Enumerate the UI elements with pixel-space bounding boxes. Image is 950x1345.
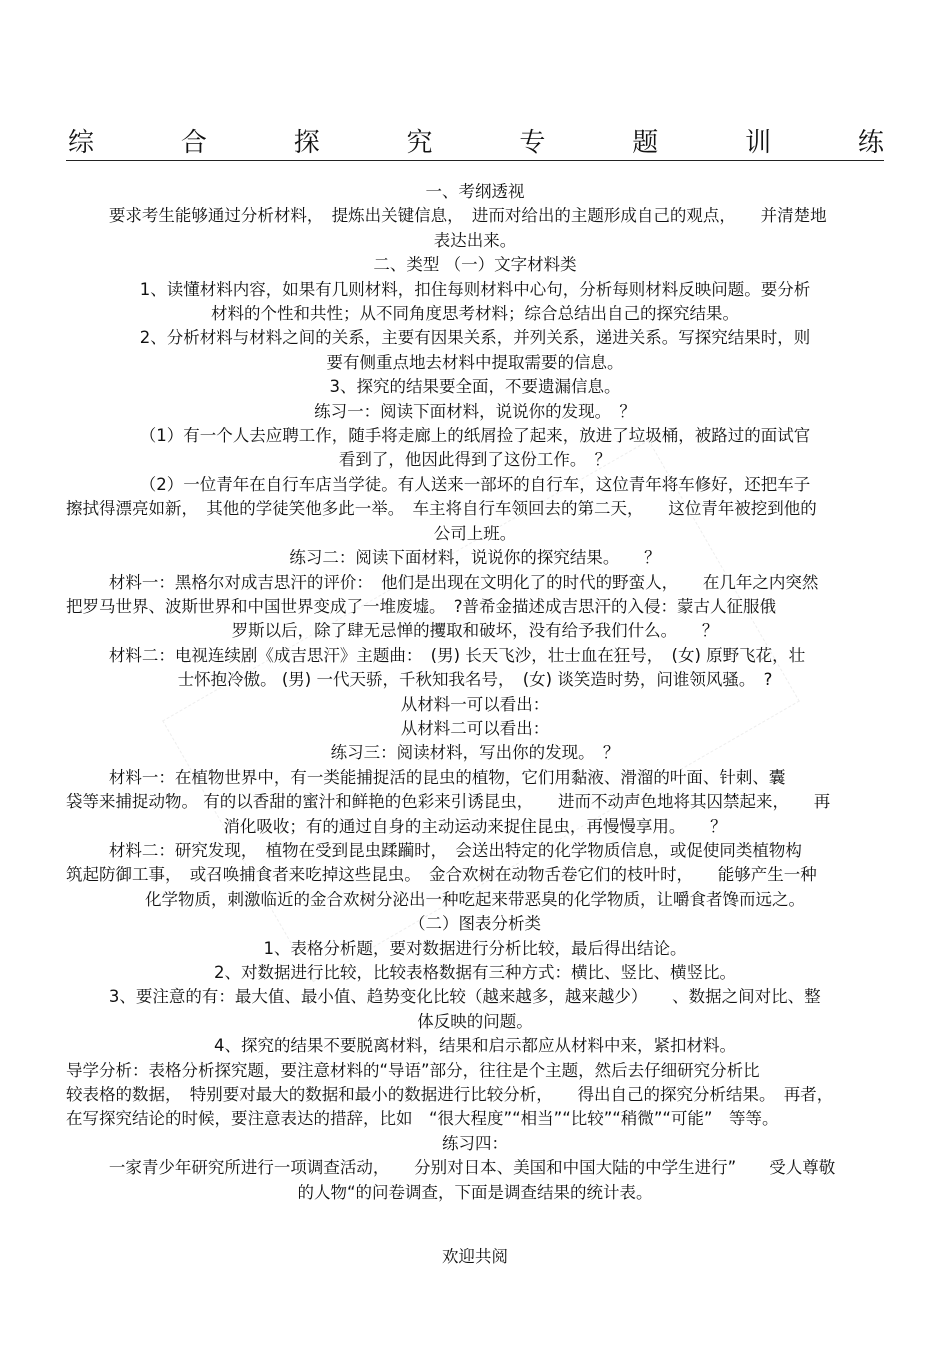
text-line: 化学物质，刺激临近的金合欢树分泌出一种吃起来带恶臭的化学物质，让嚼食者馋而远之。	[145, 889, 805, 909]
text-line: 罗斯以后，除了肆无忌惮的攫取和破坏，没有给予我们什么。 ？	[231, 621, 719, 641]
text-line: 一、考纲透视	[425, 182, 525, 201]
title-char: 专	[519, 128, 546, 158]
text-line: 体反映的问题。	[417, 1011, 533, 1031]
text-line: 练习一：阅读下面材料，说说你的发现。 ？	[314, 401, 636, 421]
title-underline	[66, 160, 884, 161]
text-line: （1）有一个人去应聘工作，随手将走廊上的纸屑捡了起来，放进了垃圾桶，被路过的面试官	[139, 426, 811, 446]
text-line: 擦拭得漂亮如新， 其他的学徒笑他多此一举。 车主将自行车领回去的第二天， 这位青年被挖到他的	[66, 499, 817, 519]
text-line: 材料的个性和共性；从不同角度思考材料；综合总结出自己的探究结果。	[211, 304, 739, 324]
page-title	[68, 122, 884, 159]
text-line: 把罗马世界、波斯世界和中国世界变成了一堆废墟。 ?普希金描述成吉思汗的入侵：蒙古人征服俄	[66, 596, 777, 616]
text-line: 要有侧重点地去材料中提取需要的信息。	[326, 352, 624, 372]
text-line: 2、分析材料与材料之间的关系，主要有因果关系，并列关系，递进关系。写探究结果时，则	[139, 328, 811, 348]
text-line: 袋等来捕捉动物。 有的以香甜的蜜汁和鲜艳的色彩来引诱昆虫， 进而不动声色地将其囚禁起来， 再	[66, 792, 831, 812]
text-line: 从材料一可以看出：	[400, 694, 550, 714]
text-line: 一家青少年研究所进行一项调查活动， 分别对日本、美国和中国大陆的中学生进行” 受人尊敬	[108, 1158, 836, 1178]
text-line: 2、对数据进行比较，比较表格数据有三种方式：横比、竖比、横竖比。	[214, 963, 736, 982]
text-line: 3、探究的结果要全面，不要遗漏信息。	[329, 377, 621, 397]
text-line: 公司上班。	[433, 523, 517, 543]
document-body	[66, 180, 884, 1205]
text-line: 要求考生能够通过分析材料， 提炼出关键信息， 进而对给出的主题形成自己的观点， 并清楚地	[108, 206, 827, 226]
text-line: 较表格的数据， 特别要对最大的数据和最小的数据进行比较分析， 得出自己的探究分析结果。 再者，	[66, 1085, 834, 1105]
text-line: 二、类型 （一）文字材料类	[373, 255, 577, 275]
title-char: 究	[406, 128, 433, 158]
text-line: 材料二：研究发现， 植物在受到昆虫蹂躏时， 会送出特定的化学物质信息，或促使同类植物构	[108, 840, 802, 860]
text-line: （二）图表分析类	[409, 914, 541, 934]
text-line: 在写探究结论的时候，要注意表达的措辞，比如 “很大程度”“相当”“比较”“稍微”“可能” 等等。	[66, 1109, 779, 1129]
text-line: 练习三：阅读材料，写出你的发现。 ？	[330, 743, 620, 763]
text-line: 1、读懂材料内容，如果有几则材料，扣住每则材料中心句，分析每则材料反映问题。要分析	[139, 279, 811, 299]
text-line: 表达出来。	[433, 230, 517, 250]
text-line: 3、要注意的有：最大值、最小值、趋势变化比较（越来越多，越来越少） 、数据之间对比、整	[108, 987, 821, 1007]
text-line: 材料一：在植物世界中，有一类能捕捉活的昆虫的植物，它们用黏液、滑溜的叶面、针刺、囊	[108, 767, 786, 787]
title-char: 练	[857, 128, 884, 158]
text-line: 1、表格分析题，要对数据进行分析比较，最后得出结论。	[263, 938, 687, 958]
title-char: 训	[745, 128, 772, 158]
text-line: 练习四：	[442, 1133, 508, 1153]
text-line: 材料二：电视连续剧《成吉思汗》主题曲： (男) 长天飞沙，壮士血在狂号， (女) 原野飞花，壮	[108, 645, 806, 665]
text-line: （2）一位青年在自行车店当学徒。有人送来一部坏的自行车，这位青年将车修好，还把车子	[139, 474, 811, 494]
text-line: 练习二：阅读下面材料，说说你的探究结果。 ？	[289, 548, 661, 568]
page-footer: 欢迎共阅	[442, 1247, 508, 1266]
text-line: 看到了，他因此得到了这份工作。 ？	[338, 450, 612, 470]
title-char: 综	[68, 128, 95, 158]
text-line: 材料一：黑格尔对成吉思汗的评价： 他们是出现在文明化了的时代的野蛮人， 在几年之内突然	[108, 572, 819, 592]
text-line: 导学分析：表格分析探究题，要注意材料的“导语”部分，往往是个主题，然后去仔细研究分析比	[66, 1060, 760, 1080]
title-char: 探	[293, 128, 320, 158]
text-line: 从材料二可以看出：	[400, 718, 550, 738]
text-line: 消化吸收；有的通过自身的主动运动来捉住昆虫，再慢慢享用。 ？	[223, 816, 727, 836]
title-char: 题	[632, 128, 659, 158]
text-line: 士怀抱冷傲。 (男) 一代天骄，千秋知我名号， (女) 谈笑造时势，问谁领风骚。 ?	[177, 670, 773, 690]
text-line: 筑起防御工事， 或召唤捕食者来吃掉这些昆虫。 金合欢树在动物舌卷它们的枝叶时， 能够产生一种	[66, 865, 817, 885]
text-line: 4、探究的结果不要脱离材料，结果和启示都应从材料中来，紧扣材料。	[214, 1036, 736, 1056]
text-line: 的人物“的问卷调查，下面是调查结果的统计表。	[297, 1182, 653, 1202]
title-char: 合	[180, 128, 207, 158]
